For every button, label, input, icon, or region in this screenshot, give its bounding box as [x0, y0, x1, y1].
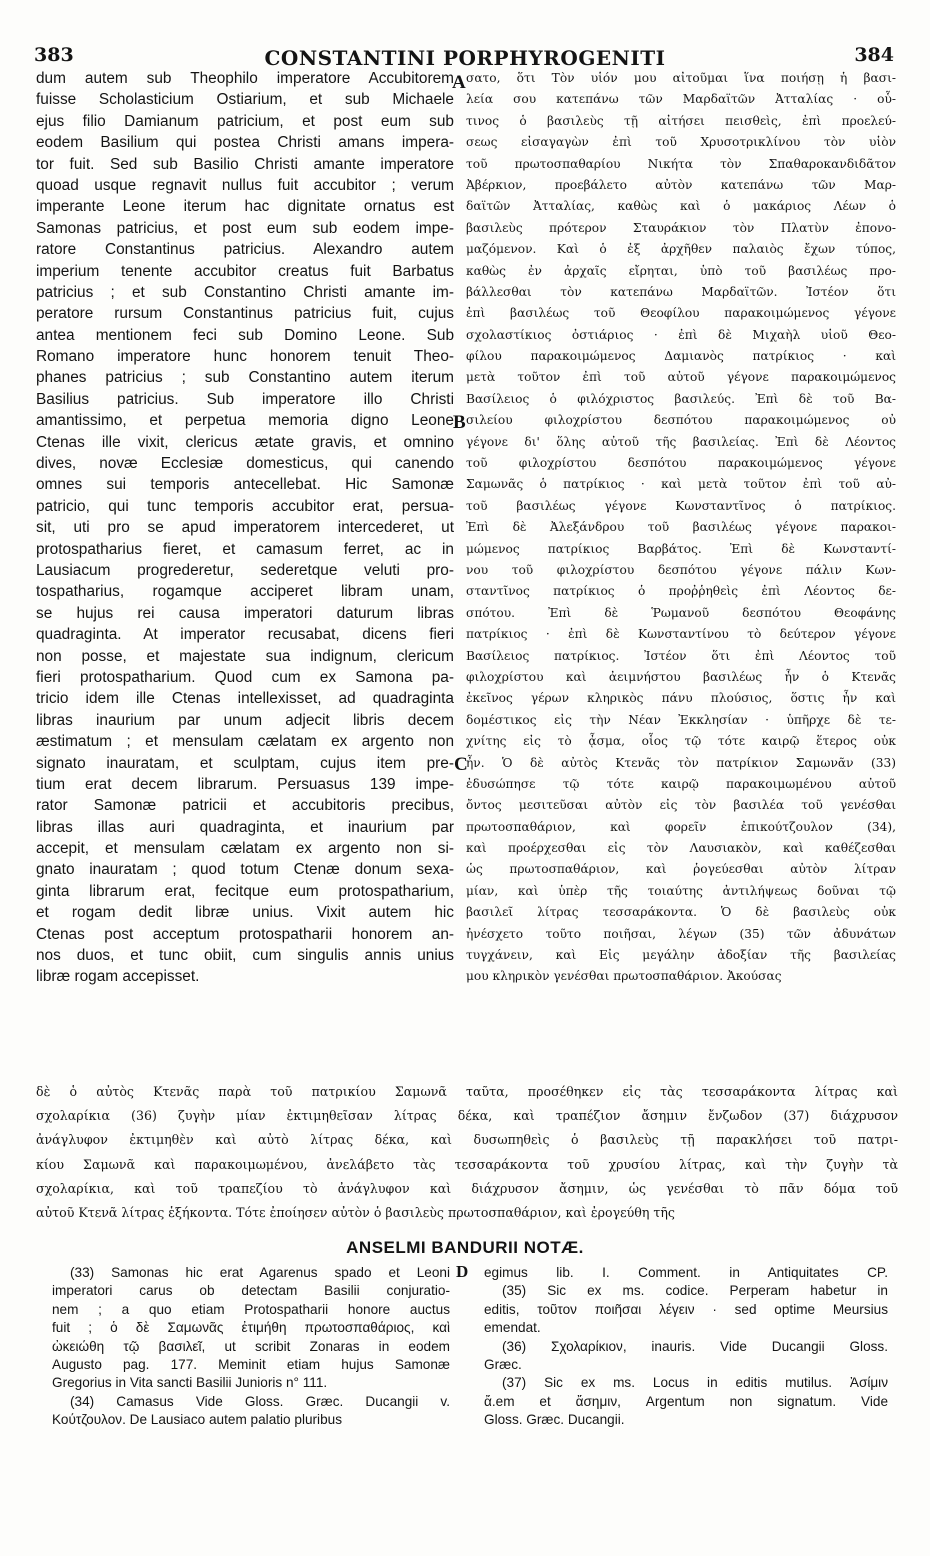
greek-text-line: Σαμωνᾶς ὁ πατρίκιος · καὶ μετὰ τοῦτον ἐπὶ τοῦ αὐ- — [466, 477, 896, 492]
latin-text-line: dum autem sub Theophilo imperatore Accubitorem — [36, 70, 454, 87]
greek-text-line: δομέστικος εἰς τὴν Νέαν Ἐκκλησίαν · ὑπῆρχε δὲ τε- — [466, 712, 896, 727]
greek-text-line: σπότου. Ἐπὶ δὲ Ῥωμανοῦ δεσπότου Θεοφάνης — [466, 605, 896, 620]
note-line: Græc. — [484, 1356, 522, 1372]
greek-text-line: μαζόμενον. Καὶ ὁ ἐξ ἀρχῆθεν παλαιὸς ἔχων τύπος, — [466, 242, 896, 257]
notes-right-column — [484, 1264, 888, 1430]
latin-text-line: gnato inauratam ; quod totum Ctenæ donum sexa- — [36, 861, 454, 879]
full-width-text-line: σχολαρίκια (36) ζυγὴν μίαν ἐκτιμηθεῖσαν λίτρας δέκα, καὶ τραπέζιον ἄσημιν ἔνζωδον (37) διάχρυσον — [36, 1108, 898, 1124]
greek-text-line: μίαν, καὶ ὑπὲρ τῆς τοιαύτης ἀντιλήψεως δοῦναι τῷ — [466, 883, 896, 898]
latin-text-line: imperante Leone iterum hac dignitate ornatus est — [36, 198, 454, 216]
margin-marker-a: A — [452, 72, 466, 93]
greek-text-line: βασιλεὺς πρότερον Σταυράκιον τὸν Πλατὺν ἐπονο- — [466, 220, 896, 235]
greek-text-line: σατο, ὅτι Τὸν υἱόν μου αἰτοῦμαι ἵνα ποιήσῃ ἡ βασι- — [466, 71, 896, 85]
latin-text-line: signato inauratam, et sculptam, cujus item pre- — [36, 754, 454, 772]
latin-text-line: Ctenas post acceptum protospatharii honorem an- — [36, 925, 454, 943]
latin-text-line: patricio, qui tunc temporis accubitor erat, persua- — [36, 497, 454, 515]
greek-text-line: Ἀβέρκιον, προεβάλετο αὐτὸν κατεπάνω τῶν Μαρ- — [466, 177, 896, 192]
margin-marker-c: C — [454, 754, 468, 775]
latin-text-line: Ctenas ille vixit, clericus ætate gravis, et omnino — [36, 433, 454, 451]
latin-text-line: fuisse Scholasticium Ostiarium, et sub Michaele — [36, 91, 454, 109]
latin-text-line: tor fuit. Sed sub Basilio Christi amante imperatore — [36, 155, 454, 173]
greek-text-line: καθὼς ἐν ἀρχαῖς εἴρηται, ὑπὸ τοῦ βασιλέως προ- — [466, 263, 896, 278]
greek-text-line: ἦν. Ὁ δὲ αὐτὸς Κτενᾶς τὸν πατρίκιον Σαμωνᾶν (33) — [466, 755, 896, 770]
note-line: Gregorius in Vita sancti Basilii Junioris n° 111. — [52, 1375, 328, 1391]
greek-text-line: σταντῖνος πατρίκιος ὁ προῤῥηθεὶς ἐπὶ Λέοντος δε- — [466, 584, 896, 599]
running-head: CONSTANTINI PORPHYROGENITI — [264, 46, 666, 70]
greek-text-line: τινος ὁ βασιλεὺς τῇ αἰτήσει πεισθεὶς, ἐπὶ προελεύ- — [466, 113, 896, 128]
note-line: Gloss. Græc. Ducangii. — [484, 1412, 625, 1428]
full-width-text-line: σχολαρίκια, καὶ τοῦ τραπεζίου τὸ ἀνάγλυφον καὶ διάχρυσον ἄσημιν, ὡς γενέσθαι τὸ πᾶν δόμα τοῦ — [36, 1180, 898, 1196]
greek-text-line: μετὰ τοῦτον ἐπὶ τοῦ αὐτοῦ γέγονε παρακοιμώμενος — [466, 370, 896, 385]
greek-text-line: βάλλεσθαι τὸν κατεπάνω Μαρδαϊτῶν. Ἰστέον ὅτι — [466, 284, 896, 299]
latin-text-line: non posse, et majestate sua indignum, clericum — [36, 647, 454, 665]
latin-text-line: se hujus rei causa imperatori daturum libras — [36, 604, 454, 622]
latin-text-line: quadraginta. At imperator recusabat, dicens fieri — [36, 626, 454, 644]
note-line: imperatori carus ob detectam Basilii conjuratio- — [52, 1283, 450, 1299]
latin-text-line: æstimatum ; et mensulam cælatam ex argento non — [36, 733, 454, 751]
latin-text-line: Lausiacum progrederetur, sederetque veluti pro- — [36, 561, 454, 579]
note-line: emendat. — [484, 1320, 541, 1336]
full-width-text-line: δὲ ὁ αὐτὸς Κτενᾶς παρὰ τοῦ πατρικίου Σαμωνᾶ ταῦτα, προσέθηκεν εἰς τὰς τεσσαράκοντα λίτρας καὶ — [36, 1084, 898, 1099]
greek-text-line: ἐδυσώπησε τῷ τότε καιρῷ παρακοιμωμένου αὐτοῦ — [466, 776, 896, 791]
page-number-left: 383 — [34, 44, 74, 66]
latin-text-line: quoad usque regnavit nullus fuit accubitor ; verum — [36, 176, 454, 194]
greek-text-line: τυγχάνειν, καὶ Εἰς μεγάλην ἀδοξίαν τῆς βασιλείας — [466, 948, 896, 963]
note-line: Augusto pag. 177. Meminit etiam hujus Samonæ — [52, 1356, 450, 1372]
greek-text-line: πρωτοσπαθάριον, καὶ φορεῖν ἐπικούτζουλον (34), — [466, 819, 896, 834]
latin-text-line: tospatharius, rogamque acciperet libram unam, — [36, 583, 454, 601]
greek-text-line: μου κληρικὸν γενέσθαι πρωτοσπαθάριον. Ἀκούσας — [466, 969, 782, 984]
greek-text-line: νου τοῦ φιλοχρίστου δεσπότου γέγονε πάλιν Κων- — [466, 562, 896, 577]
latin-text-line: patricius ; et sub Constantino Christi amante im- — [36, 283, 454, 301]
greek-text-line: Ἐπὶ δὲ Ἀλεξάνδρου τοῦ βασιλέως γέγονε παρακοι- — [466, 520, 896, 535]
greek-text-line: Βασίλειος πατρίκιος. Ἰστέον ὅτι ἐπὶ Λέοντος τοῦ — [466, 648, 896, 663]
latin-text-line: tium erat decem librarum. Persuasus 139 impe- — [36, 775, 454, 793]
latin-text-line: omnes sui temporis antecellebat. Hic Samonæ — [36, 476, 454, 494]
greek-text-line: δαϊτῶν Ἀτταλίας, καθὼς καὶ ὁ μακάριος Λέων ὁ — [466, 199, 896, 214]
note-line: (33) Samonas hic erat Agarenus spado et Leoni — [70, 1265, 450, 1280]
margin-marker-d: D — [456, 1262, 469, 1281]
greek-text-line: τοῦ φιλοχρίστου δεσπότου παρακοιμώμενος γέγονε — [466, 456, 896, 471]
latin-text-line: rator Samonæ patricii et accubitoris precibus, — [36, 797, 454, 815]
full-width-greek-text — [36, 1080, 898, 1230]
greek-text-line: σεως εἰσαγαγὼν ἐπὶ τοῦ Χρυσοτρικλίνου τὸν υἱὸν — [466, 135, 896, 150]
greek-text-line: πατρίκιος · ἐπὶ δὲ Κωνσταντίνου τὸ δεύτερον γέγονε — [466, 627, 896, 642]
latin-text-line: amantissimo, et perpetua memoria digno Leone — [36, 412, 454, 430]
note-line: fuit ; ὁ δὲ Σαμωνᾶς ἐτιμήθη πρωτοσπαθάριος, καὶ — [52, 1320, 450, 1336]
latin-text-line: protospatharius fieret, et camasum ferret, ac in — [36, 540, 454, 558]
latin-text-line: imperium tenente accubitor creatus fuit Barbatus — [36, 262, 454, 280]
note-line: ὠκειώθη τῷ βασιλεῖ, ut scribit Zonaras in eodem — [52, 1338, 450, 1354]
note-line: ἄ.em et ἄσημιν, Argentum non signatum. Vide — [484, 1393, 888, 1409]
latin-text-line: phanes patricius ; sub Constantino autem iterum — [36, 369, 454, 387]
latin-text-line: eodem Basilium qui postea Christi amans impera- — [36, 134, 454, 152]
note-line: nem ; a quo etiam Protospatharii honore auctus — [52, 1301, 450, 1317]
latin-text-line: ginta librarum erat, fecitque eum protospatharium, — [36, 882, 454, 900]
greek-text-line: φίλου παρακοιμώμενος Δαμιανὸς πατρίκιος · καὶ — [466, 349, 896, 364]
greek-text-line: ὄντος μεσιτεῦσαι αὐτὸν εἰς τὸν βασιλέα τοῦ γενέσθαι — [466, 798, 896, 813]
latin-text-line: antea mentionem feci sub Domino Leone. Sub — [36, 326, 454, 344]
full-width-text-line: ἀνάγλυφον ἐκτιμηθὲν καὶ αὐτὸ λίτρας δέκα, καὶ δυσωπηθεὶς ὁ βασιλεὺς τῇ παρακλήσει τοῦ πατρι- — [36, 1132, 898, 1148]
full-width-text-line: αὐτοῦ Κτενᾶ λίτρας ἑξήκοντα. Τότε ἐποίησεν αὐτὸν ὁ βασιλεὺς πρωτοσπαθάριον, καὶ ἐρογεύθη τῆς — [36, 1204, 675, 1220]
latin-text-line: et rogam dedit libræ unius. Vixit autem hic — [36, 904, 454, 922]
greek-text-line: σχολαστίκιος ὀστιάριος · ἐπὶ δὲ Μιχαὴλ υἱοῦ Θεο- — [466, 327, 896, 342]
greek-text-line: γέγονε δι' ὅλης αὐτοῦ τῆς βασιλείας. Ἐπὶ δὲ Λέοντος — [466, 434, 896, 449]
latin-text-line: libras illas auri quadraginta, et inaurium par — [36, 818, 454, 836]
greek-column — [466, 68, 896, 1078]
greek-text-line: βασιλεῖ λίτρας τεσσαράκοντα. Ὁ δὲ βασιλεὺς οὐκ — [466, 905, 896, 920]
notes-title: ANSELMI BANDURII NOTÆ. — [346, 1238, 584, 1257]
notes-left-column — [52, 1264, 450, 1430]
latin-text-line: nos duos, et tunc obiit, cum singulis annis unius — [36, 947, 454, 965]
latin-text-line: Romano imperatore hunc honorem tenuit Theo- — [36, 348, 454, 366]
greek-text-line: φιλοχρίστου καὶ ἀειμνήστου βασιλέως ἦν ὁ Κτενᾶς — [466, 669, 896, 684]
note-line: (34) Camasus Vide Gloss. Græc. Ducangii v. — [70, 1393, 450, 1409]
greek-text-line: λεία σου κατεπάνω τῶν Μαρδαϊτῶν Ἀτταλίας · οὗ- — [466, 92, 896, 107]
greek-text-line: καὶ προέρχεσθαι εἰς τὸν Λαυσιακὸν, καὶ καθέζεσθαι — [466, 841, 896, 856]
latin-text-line: ejus filio Damianum patricium, et post eum sub — [36, 112, 454, 130]
latin-column — [36, 68, 454, 1078]
latin-text-line: Basilius patricius. Sub imperatore illo Christi — [36, 390, 454, 408]
greek-text-line: σιλείου φιλοχρίστου δεσπότου παρακοιμώμενος οὐ — [466, 413, 896, 428]
latin-text-line: Samonas patricius, et post eum sub eodem impe- — [36, 219, 454, 237]
latin-text-line: sit, uti pro se apud imperatorem intercederet, ut — [36, 519, 454, 537]
latin-text-line: tricio idem ille Ctenas intellexisset, ad quadraginta — [36, 690, 454, 708]
greek-text-line: χνίτης εἰς τὸ ᾆσμα, οἷος τῷ τότε καιρῷ ἕτερος οὐκ — [466, 734, 896, 749]
greek-text-line: ἐκεῖνος γέρων κληρικὸς πάνυ πλούσιος, ὅστις ἦν καὶ — [466, 691, 896, 706]
note-line: Κούτζουλον. De Lausiaco autem palatio pluribus — [52, 1412, 342, 1428]
greek-text-line: τοῦ βασιλέως γέγονε Κωνσταντῖνος ὁ πατρίκιος. — [466, 498, 896, 513]
note-line: egimus lib. I. Comment. in Antiquitates CP. — [484, 1265, 888, 1280]
note-line: (35) Sic ex ms. codice. Perperam habetur in — [502, 1283, 888, 1299]
latin-text-line: accepit, et mensulam cælatam ex argento non si- — [36, 840, 454, 858]
page-number-right: 384 — [854, 44, 894, 66]
full-width-text-line: κίου Σαμωνᾶ καὶ παρακοιμωμένου, ἀνελάβετο τὰς τεσσαράκοντα τοῦ χρυσίου λίτρας, καὶ τὴν ζυγὴν τὰ — [36, 1156, 898, 1172]
note-line: editis, τοῦτον ποιῆσαι λέγειν · sed optime Meursius — [484, 1301, 888, 1317]
greek-text-line: τοῦ πρωτοσπαθαρίου Νικήτα τὸν Σπαθαροκανδιδᾶτον — [466, 156, 896, 171]
greek-text-line: μώμενος πατρίκιος Βαρβάτος. Ἐπὶ δὲ Κωνσταντί- — [466, 541, 896, 556]
latin-text-line: dives, novæ Ecclesiæ domesticus, qui canendo — [36, 455, 454, 473]
latin-text-line: libræ rogam accepisset. — [36, 968, 200, 986]
note-line: (36) Σχολαρίκιον, inauris. Vide Ducangii Gloss. — [502, 1338, 888, 1354]
greek-text-line: Βασίλειος ὁ φιλόχριστος βασιλεύς. Ἐπὶ δὲ τοῦ Βα- — [466, 391, 896, 406]
note-line: (37) Sic ex ms. Locus in editis mutilus. Ἀσίμιν — [502, 1375, 888, 1391]
greek-text-line: ἠνέσχετο τοῦτο ποιῆσαι, λέγων (35) τῶν ἀδυνάτων — [466, 926, 896, 941]
latin-text-line: fieri protospatharium. Quod cum ex Samona pa- — [36, 668, 454, 686]
greek-text-line: ἐπὶ βασιλέως τοῦ Θεοφίλου παρακοιμώμενος γέγονε — [466, 306, 896, 321]
latin-text-line: ratore Constantinus patricius. Alexandro autem — [36, 241, 454, 259]
margin-marker-b: B — [453, 412, 466, 433]
latin-text-line: libras inaurium par unum adjecit libris decem — [36, 711, 454, 729]
greek-text-line: ὡς πρωτοσπαθάριον, καὶ ῥογεύεσθαι αὐτὸν λίτραν — [466, 862, 896, 877]
latin-text-line: peratore rursum Constantinus patricius fuit, cujus — [36, 305, 454, 323]
